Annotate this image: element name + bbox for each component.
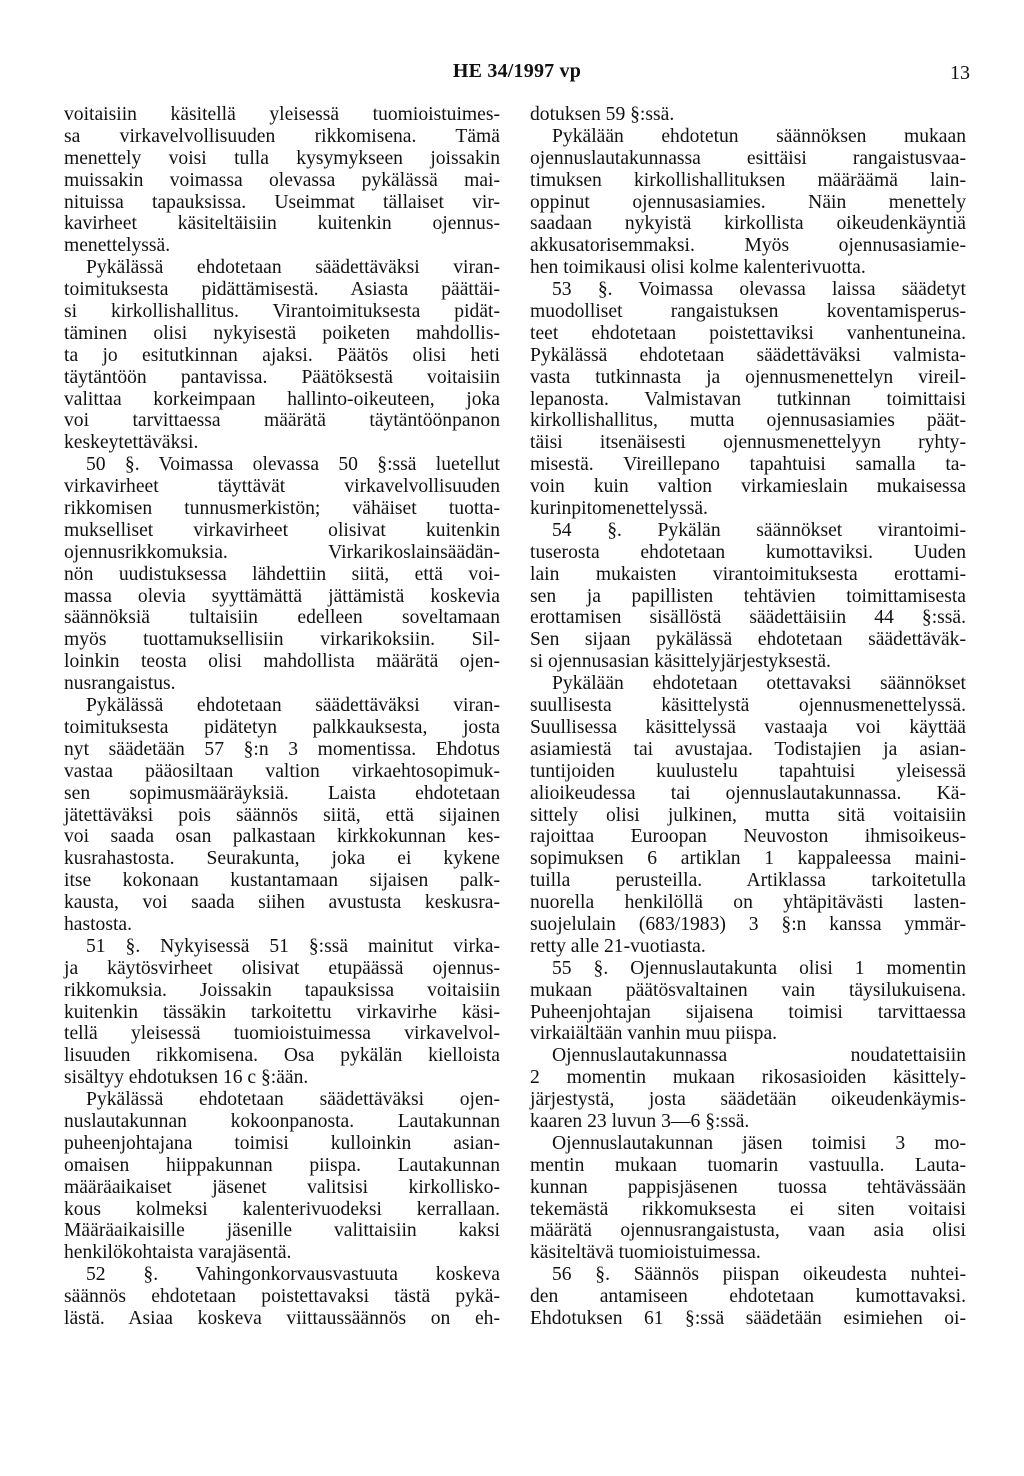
text-line: 56 §. Säännös piispan oikeudesta nuhtei-	[552, 1264, 966, 1286]
page-number: 13	[950, 62, 970, 84]
text-line: myös tuottamuksellisiin virkarikoksiin. Sil-	[64, 629, 500, 651]
text-line: muodolliset rangaistuksen koventamisperus-	[530, 301, 966, 323]
page-header	[64, 60, 970, 90]
text-line: säännöksiä tultaisiin edelleen soveltamaan	[64, 607, 500, 629]
text-line: sisältyy ehdotuksen 16 c §:ään.	[64, 1067, 309, 1089]
text-line: nön uudistuksessa lähdettiin siitä, että voi-	[64, 563, 500, 585]
text-line: lisuuden rikkomisena. Osa pykälän kielloista	[64, 1045, 500, 1067]
text-line: menettely voisi tulla kysymykseen joissakin	[64, 147, 500, 169]
text-line: kaaren 23 luvun 3—6 §:ssä.	[530, 1110, 750, 1132]
text-line: valittaa korkeimpaan hallinto-oikeuteen, joka	[64, 388, 500, 410]
left-text-column	[64, 104, 500, 1330]
text-line: rikkomuksia. Joissakin tapauksissa voitaisiin	[64, 979, 500, 1001]
text-line: Ehdotuksen 61 §:ssä säädetään esimiehen oi-	[530, 1307, 966, 1329]
text-line: voin kuin valtion virkamieslain mukaisessa	[530, 476, 966, 498]
text-line: nuslautakunnan kokoonpanosta. Lautakunnan	[64, 1110, 500, 1132]
text-line: nituissa tapauksissa. Useimmat tällaiset vir-	[64, 191, 500, 213]
text-line: vasta tutkinnasta ja ojennusmenettelyn vireil-	[530, 366, 966, 388]
text-line: Puheenjohtajan sijaisena toimisi tarvittaessa	[530, 1001, 966, 1023]
text-line: rajoittaa Euroopan Neuvoston ihmisoikeus-	[530, 826, 966, 848]
text-line: säännös ehdotetaan poistettavaksi tästä pykä-	[64, 1286, 500, 1308]
text-line: Pykälässä ehdotetaan säädettäväksi viran-	[86, 257, 500, 279]
text-line: nuorella henkilöllä on yhtäpitävästi lasten-	[530, 892, 966, 914]
text-line: sen ja papillisten tehtävien toimittamisesta	[530, 585, 966, 607]
text-line: kavirheet käsiteltäisiin kuitenkin ojennus-	[64, 213, 500, 235]
text-line: 52 §. Vahingonkorvausvastuuta koskeva	[86, 1264, 500, 1286]
text-line: kuitenkin tässäkin tarkoitettu virkavirhe käsi-	[64, 1001, 500, 1023]
text-line: Sen sijaan pykälässä ehdotetaan säädettäväk-	[530, 629, 966, 651]
text-line: oppinut ojennusasiamies. Näin menettely	[530, 191, 966, 213]
text-line: voitaisiin käsitellä yleisessä tuomioistuimes-	[64, 104, 500, 125]
text-line: timuksen kirkollishallituksen määräämä lain-	[530, 169, 966, 191]
text-line: erottamisen sisällöstä säädettäisiin 44 §:ssä.	[530, 607, 966, 629]
text-line: Ojennuslautakunnassa noudatettaisiin	[552, 1045, 966, 1067]
text-line: asiamiestä tai avustajaa. Todistajien ja asian-	[530, 738, 966, 760]
text-line: mukselliset virkavirheet olisivat kuitenkin	[64, 519, 500, 541]
text-line: virkaiältään vanhin muu piispa.	[530, 1023, 778, 1045]
text-line: alioikeudessa tai ojennuslautakunnassa. Kä-	[530, 782, 966, 804]
text-line: hen toimikausi olisi kolme kalenterivuotta.	[530, 257, 866, 279]
text-line: loinkin teosta olisi mahdollista määrätä ojen-	[64, 651, 500, 673]
text-line: 2 momentin mukaan rikosasioiden käsittely-	[530, 1067, 966, 1089]
text-line: määräaikaiset jäsenet valitsisi kirkollisko-	[64, 1176, 500, 1198]
text-line: saadaan nykyistä kirkollista oikeudenkäyntiä	[530, 213, 966, 235]
text-line: akkusatorisemmaksi. Myös ojennusasiamie-	[530, 235, 966, 257]
text-line: 51 §. Nykyisessä 51 §:ssä mainitut virka-	[86, 935, 500, 957]
text-line: 55 §. Ojennuslautakunta olisi 1 momentin	[552, 957, 966, 979]
text-line: nusrangaistus.	[64, 673, 176, 695]
text-line: tellä yleisessä tuomioistuimessa virkavelvol-	[64, 1023, 500, 1045]
text-line: käsiteltävä tuomioistuimessa.	[530, 1242, 761, 1264]
text-line: toimituksesta pidätetyn palkkauksesta, josta	[64, 716, 500, 738]
text-line: puheenjohtajana toimisi kulloinkin asian-	[64, 1132, 500, 1154]
text-line: tekemästä rikkomuksesta ei siten voitaisi	[530, 1198, 966, 1220]
text-line: ta jo esitutkinnan ajaksi. Päätös olisi heti	[64, 344, 500, 366]
text-line: sen sopimusmääräyksiä. Laista ehdotetaan	[64, 782, 500, 804]
text-line: Suullisessa käsittelyssä vastaaja voi käyttää	[530, 716, 966, 738]
text-line: Määräaikaisille jäsenille valittaisiin kaksi	[64, 1220, 500, 1242]
text-line: sittely olisi julkinen, mutta sitä voitaisiin	[530, 804, 966, 826]
text-line: 53 §. Voimassa olevassa laissa säädetyt	[552, 279, 966, 301]
text-line: tuntijoiden kuulustelu tapahtuisi yleisessä	[530, 760, 966, 782]
text-line: si ojennusasian käsittelyjärjestyksestä.	[530, 651, 831, 673]
text-line: kusrahastosta. Seurakunta, joka ei kykene	[64, 848, 500, 870]
text-line: tuserosta ehdotetaan kumottaviksi. Uuden	[530, 541, 966, 563]
text-line: retty alle 21-vuotiasta.	[530, 935, 706, 957]
text-line: Pykälässä ehdotetaan säädettäväksi ojen-	[86, 1089, 500, 1111]
text-line: tuilla perusteilla. Artiklassa tarkoitetulla	[530, 870, 966, 892]
text-line: rikkomisen tunnusmerkistön; vähäiset tuotta-	[64, 498, 500, 520]
text-line: den antamiseen ehdotetaan kumottavaksi.	[530, 1286, 966, 1308]
text-line: ojennuslautakunnassa esittäisi rangaistusvaa-	[530, 147, 966, 169]
text-line: toimituksesta pidättämisestä. Asiasta päättäi-	[64, 279, 500, 301]
text-line: itse kokonaan kustantamaan sijaisen palk-	[64, 870, 500, 892]
text-line: Pykälään ehdotetun säännöksen mukaan	[552, 125, 966, 147]
text-line: voi tarvittaessa määrätä täytäntöönpanon	[64, 410, 500, 432]
text-line: täytäntöön pantavissa. Päätöksestä voitaisiin	[64, 366, 500, 388]
text-line: suullisesta käsittelystä ojennusmenettelyssä.	[530, 695, 966, 717]
text-line: määrätä ojennusrangaistusta, vaan asia olisi	[530, 1220, 966, 1242]
text-line: ja käytösvirheet olisivat etupäässä ojennus-	[64, 957, 500, 979]
text-line: dotuksen 59 §:ssä.	[530, 104, 675, 125]
text-line: suojelulain (683/1983) 3 §:n kanssa ymmär-	[530, 913, 966, 935]
text-line: Pykälään ehdotetaan otettavaksi säännökset	[552, 673, 966, 695]
text-line: henkilökohtaista varajäsentä.	[64, 1242, 292, 1264]
text-line: 54 §. Pykälän säännökset virantoimi-	[552, 519, 966, 541]
text-line: Ojennuslautakunnan jäsen toimisi 3 mo-	[552, 1132, 966, 1154]
text-line: omaisen hiippakunnan piispa. Lautakunnan	[64, 1154, 500, 1176]
text-line: ojennusrikkomuksia. Virkarikoslainsäädän-	[64, 541, 500, 563]
text-line: 50 §. Voimassa olevassa 50 §:ssä luetellut	[86, 454, 500, 476]
text-line: kurinpitomenettelyssä.	[530, 498, 708, 520]
text-line: mukaan päätösvaltainen vain täysilukuisena.	[530, 979, 966, 1001]
text-line: lepanosta. Valmistavan tutkinnan toimittaisi	[530, 388, 966, 410]
text-line: täisi itsenäisesti ojennusmenettelyyn ryhty-	[530, 432, 966, 454]
text-line: virkavirheet täyttävät virkavelvollisuuden	[64, 476, 500, 498]
text-line: kirkollishallitus, mutta ojennusasiamies päät-	[530, 410, 966, 432]
text-line: voi saada osan palkastaan kirkkokunnan kes-	[64, 826, 500, 848]
text-line: sa virkavelvollisuuden rikkomisena. Tämä	[64, 125, 500, 147]
text-line: kausta, voi saada siihen avustusta keskusra-	[64, 892, 500, 914]
text-line: keskeytettäväksi.	[64, 432, 199, 454]
text-line: Pykälässä ehdotetaan säädettäväksi valmista-	[530, 344, 966, 366]
text-line: hastosta.	[64, 913, 133, 935]
text-line: teet ehdotetaan poistettaviksi vanhentuneina.	[530, 322, 966, 344]
text-line: menettelyssä.	[64, 235, 171, 257]
text-line: si kirkollishallitus. Virantoimituksesta pidät-	[64, 301, 500, 323]
text-line: järjestystä, josta säädetään oikeudenkäymis-	[530, 1089, 966, 1111]
text-line: mentin mukaan tuomarin vastuulla. Lauta-	[530, 1154, 966, 1176]
text-line: muissakin voimassa olevassa pykälässä mai-	[64, 169, 500, 191]
text-line: lästä. Asiaa koskeva viittaussäännös on eh-	[64, 1307, 500, 1329]
text-line: misestä. Vireillepano tapahtuisi samalla ta-	[530, 454, 966, 476]
text-line: Pykälässä ehdotetaan säädettäväksi viran-	[86, 695, 500, 717]
text-line: jätettäväksi pois säännös siitä, että sijainen	[64, 804, 500, 826]
text-line: massa olevia syyttämättä jättämistä koskevia	[64, 585, 500, 607]
right-text-column	[530, 104, 966, 1330]
text-line: vastaa pääosiltaan valtion virkaehtosopimuk-	[64, 760, 500, 782]
text-line: sopimuksen 6 artiklan 1 kappaleessa maini-	[530, 848, 966, 870]
text-line: nyt säädetään 57 §:n 3 momentissa. Ehdotus	[64, 738, 500, 760]
document-reference: HE 34/1997 vp	[452, 60, 582, 82]
text-line: kunnan pappisjäsenen tuossa tehtävässään	[530, 1176, 966, 1198]
text-line: lain mukaisten virantoimituksesta erottami-	[530, 563, 966, 585]
text-line: täminen olisi nykyisestä poiketen mahdollis-	[64, 322, 500, 344]
text-line: kous kolmeksi kalenterivuodeksi kerrallaan.	[64, 1198, 500, 1220]
